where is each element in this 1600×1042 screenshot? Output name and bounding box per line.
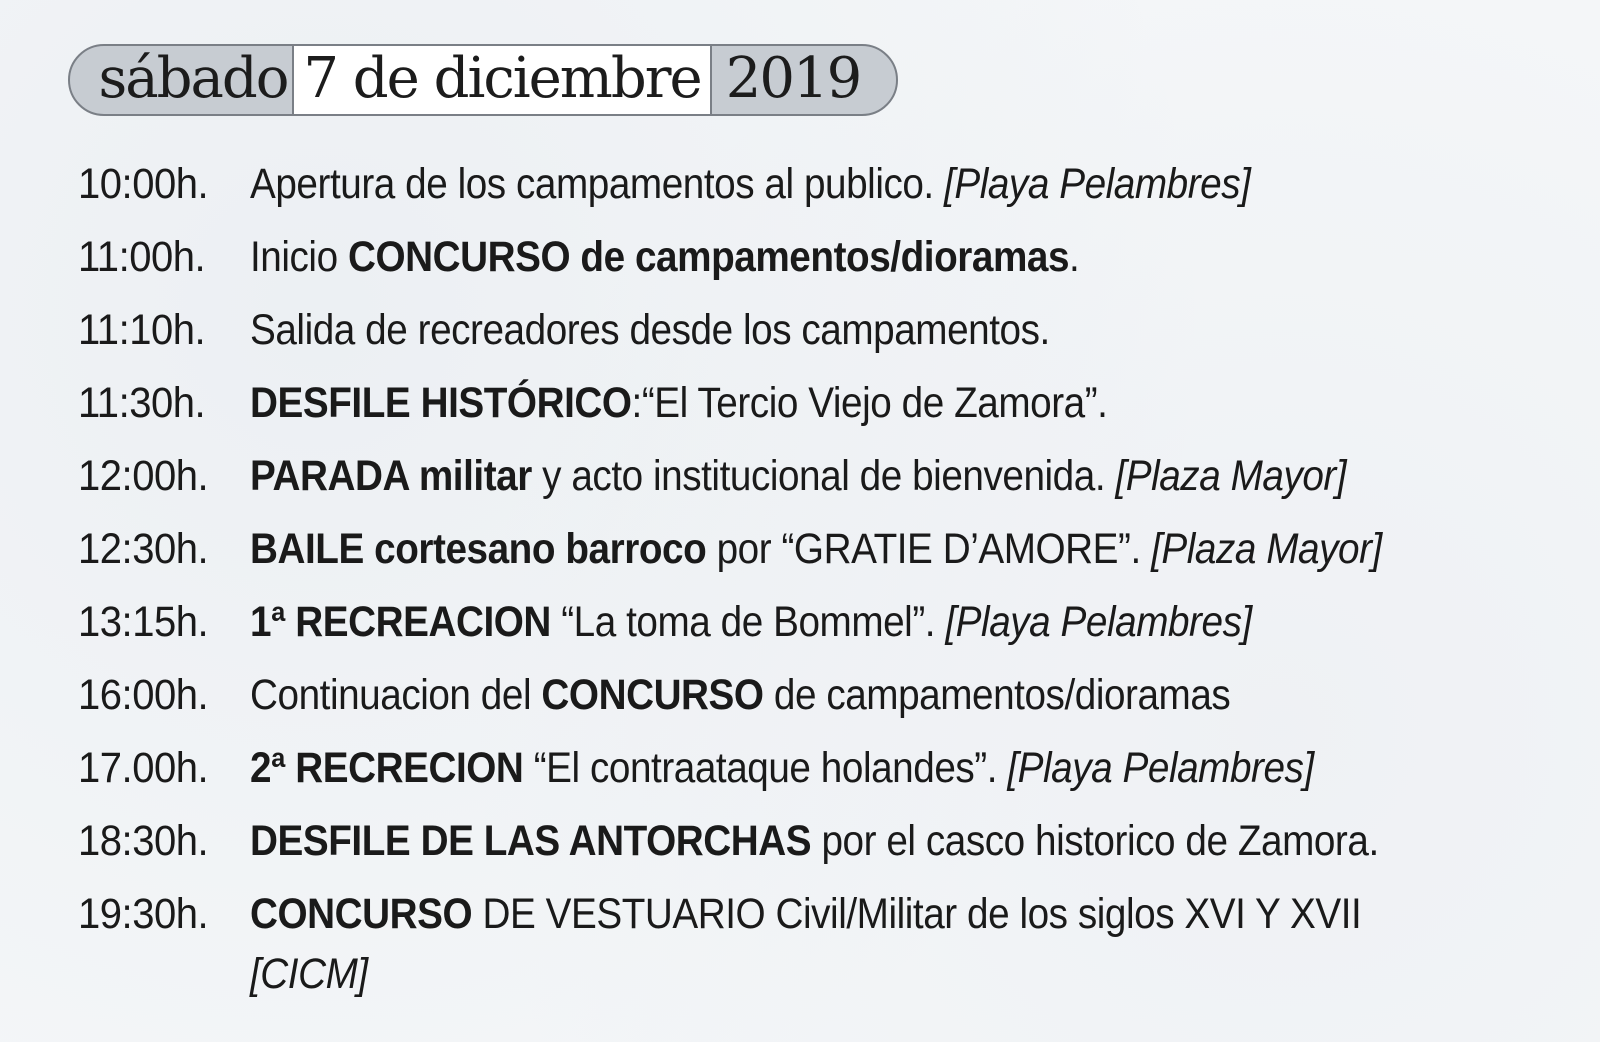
schedule-row — [78, 513, 1578, 586]
schedule-row — [78, 732, 1578, 805]
event-highlight: 1ª RECREACION — [250, 598, 551, 646]
event-text: Continuacion del — [250, 671, 542, 719]
schedule-row — [78, 805, 1578, 878]
event-location: [Plaza Mayor] — [1151, 525, 1382, 573]
schedule-row — [78, 221, 1578, 294]
event-text: por el casco historico de Zamora. — [811, 817, 1379, 865]
event-highlight: PARADA militar — [250, 452, 532, 500]
event-text: . — [1069, 233, 1080, 281]
event-location: [CICM] — [250, 950, 368, 998]
schedule-row — [78, 586, 1578, 659]
event-time: 11:30h. — [78, 379, 206, 427]
event-description — [250, 878, 1445, 1004]
event-time: 11:00h. — [78, 233, 206, 281]
schedule-row — [78, 440, 1578, 513]
event-location: [Playa Pelambres] — [944, 160, 1251, 208]
event-highlight: CONCURSO — [541, 671, 764, 719]
event-text: de campamentos/dioramas — [763, 671, 1231, 719]
event-time: 19:30h. — [78, 890, 209, 938]
schedule-row — [78, 294, 1578, 367]
event-time: 18:30h. — [78, 817, 209, 865]
event-description — [250, 513, 1445, 586]
event-highlight: CONCURSO de campamentos/dioramas — [347, 233, 1070, 281]
event-highlight: BAILE cortesano barroco — [250, 525, 707, 573]
event-highlight: DESFILE DE LAS ANTORCHAS — [250, 817, 812, 865]
event-description — [250, 586, 1445, 659]
schedule-row — [78, 367, 1578, 440]
event-text: Salida de recreadores desde los campamentos. — [250, 306, 1050, 354]
event-highlight: DESFILE HISTÓRICO — [250, 379, 632, 427]
date-header — [68, 44, 898, 116]
event-description — [250, 367, 1445, 440]
schedule-list — [78, 148, 1578, 1004]
event-time: 11:10h. — [78, 306, 206, 354]
event-text: Inicio — [250, 233, 348, 281]
event-time: 12:00h. — [78, 452, 209, 500]
event-text: “El contraataque holandes”. — [523, 744, 1008, 792]
event-text: Apertura de los campamentos al publico. — [250, 160, 945, 208]
year-label: 2019 — [725, 45, 861, 111]
event-location: [Plaza Mayor] — [1115, 452, 1347, 500]
event-time: 13:15h. — [78, 598, 209, 646]
schedule-row — [78, 148, 1578, 221]
event-description — [250, 659, 1445, 732]
event-highlight: CONCURSO — [250, 890, 473, 938]
event-text: :“El Tercio Viejo de Zamora”. — [631, 379, 1108, 427]
event-description — [250, 294, 1445, 367]
event-description — [250, 440, 1445, 513]
event-description — [250, 732, 1445, 805]
event-location: [Playa Pelambres] — [1007, 744, 1314, 792]
schedule-row — [78, 878, 1578, 1004]
event-time: 10:00h. — [78, 160, 209, 208]
event-time: 17.00h. — [78, 744, 209, 792]
event-text: por “GRATIE D’AMORE”. — [706, 525, 1152, 573]
event-description — [250, 805, 1445, 878]
event-time: 12:30h. — [78, 525, 209, 573]
date-label: 7 de diciembre — [292, 46, 712, 114]
event-text: DE VESTUARIO Civil/Militar de los siglos XVI Y XVII — [472, 890, 1362, 938]
schedule-row — [78, 659, 1578, 732]
event-description — [250, 221, 1445, 294]
event-text: “La toma de Bommel”. — [550, 598, 946, 646]
event-highlight: 2ª RECRECION — [250, 744, 524, 792]
event-location: [Playa Pelambres] — [945, 598, 1252, 646]
weekday-label: sábado — [98, 45, 288, 111]
event-text: y acto institucional de bienvenida. — [531, 452, 1116, 500]
event-description — [250, 148, 1445, 221]
event-time: 16:00h. — [78, 671, 209, 719]
